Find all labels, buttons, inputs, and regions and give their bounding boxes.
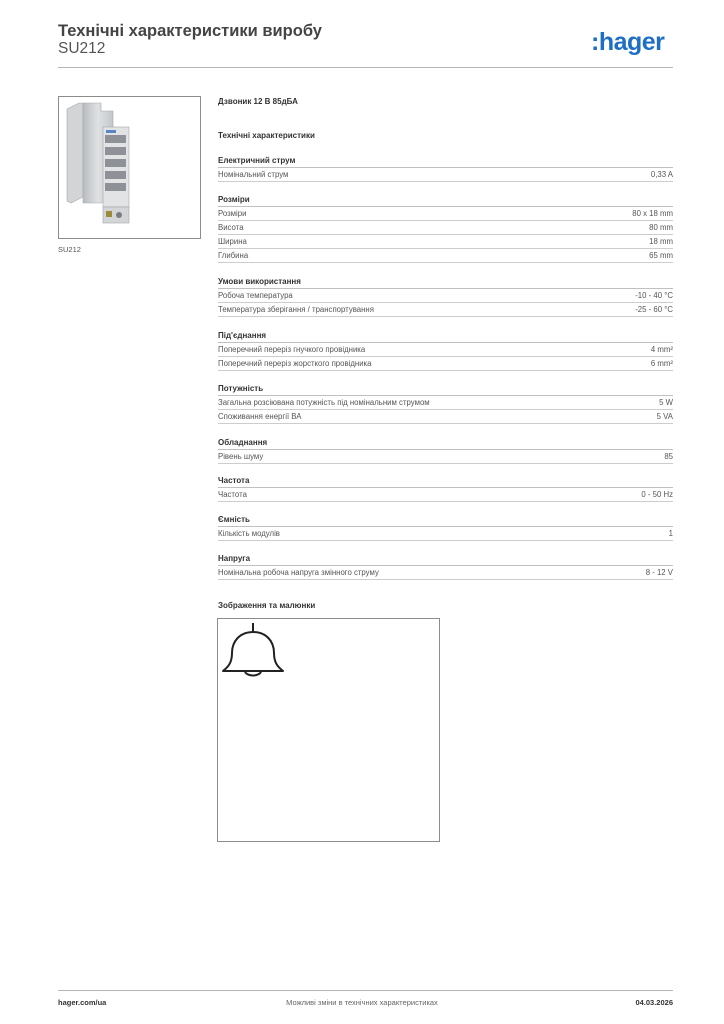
spec-row xyxy=(218,235,673,249)
spec-value: 4 mm² xyxy=(650,345,673,354)
spec-label: Висота xyxy=(218,223,244,232)
spec-row xyxy=(218,221,673,235)
spec-value: 85 xyxy=(664,452,673,461)
logo-text: :hager xyxy=(591,28,665,56)
spec-value: 6 mm² xyxy=(650,359,673,368)
section-title: Потужність xyxy=(218,383,673,396)
spec-label: Температура зберігання / транспортування xyxy=(218,305,374,314)
product-name: Дзвоник 12 В 85дБА xyxy=(218,97,298,106)
spec-value: 5 VA xyxy=(656,412,673,421)
spec-value: -10 - 40 °C xyxy=(635,291,673,300)
section-power xyxy=(218,383,673,424)
spec-label: Розміри xyxy=(218,209,247,218)
spec-label: Споживання енергії ВА xyxy=(218,412,302,421)
spec-label: Глибина xyxy=(218,251,249,260)
spec-value: 8 - 12 V xyxy=(645,568,673,577)
product-code: SU212 xyxy=(58,40,106,57)
spec-label: Частота xyxy=(218,490,247,499)
page-title: Технічні характеристики виробу xyxy=(58,22,322,40)
spec-value: 80 x 18 mm xyxy=(632,209,673,218)
section-title: Обладнання xyxy=(218,437,673,450)
hager-logo xyxy=(591,26,673,58)
spec-value: 18 mm xyxy=(649,237,673,246)
section-title: Під'єднання xyxy=(218,330,673,343)
section-title: Частота xyxy=(218,475,673,488)
spec-label: Рівень шуму xyxy=(218,452,264,461)
footer-notice: Можливі зміни в технічних характеристиках xyxy=(286,998,438,1007)
section-title: Розміри xyxy=(218,194,673,207)
spec-value: 80 mm xyxy=(649,223,673,232)
specs-heading: Технічні характеристики xyxy=(218,131,315,140)
photo-caption: SU212 xyxy=(58,245,81,254)
section-title: Умови використання xyxy=(218,276,673,289)
spec-row xyxy=(218,396,673,410)
spec-row xyxy=(218,207,673,221)
section-frequency xyxy=(218,475,673,502)
section-capacity xyxy=(218,514,673,541)
spec-row xyxy=(218,343,673,357)
footer-website[interactable]: hager.com/ua xyxy=(58,998,107,1007)
spec-value: 5 W xyxy=(659,398,673,407)
spec-row xyxy=(218,168,673,182)
section-electric-current xyxy=(218,155,673,182)
section-voltage xyxy=(218,553,673,580)
section-equipment xyxy=(218,437,673,464)
spec-label: Поперечний переріз гнучкого провідника xyxy=(218,345,366,354)
spec-row xyxy=(218,566,673,580)
spec-value: 0 - 50 Hz xyxy=(641,490,673,499)
spec-value: -25 - 60 °C xyxy=(635,305,673,314)
spec-value: 65 mm xyxy=(649,251,673,260)
section-operating-conditions xyxy=(218,276,673,317)
spec-row xyxy=(218,249,673,263)
spec-row xyxy=(218,289,673,303)
images-heading: Зображення та малюнки xyxy=(218,601,316,610)
spec-row xyxy=(218,488,673,502)
drawing-box xyxy=(217,618,440,842)
section-title: Електричний струм xyxy=(218,155,673,168)
section-title: Напруга xyxy=(218,553,673,566)
spec-label: Ширина xyxy=(218,237,247,246)
product-photo xyxy=(58,96,201,239)
spec-label: Робоча температура xyxy=(218,291,293,300)
footer-date: 04.03.2026 xyxy=(635,998,673,1007)
spec-row xyxy=(218,450,673,464)
spec-row xyxy=(218,527,673,541)
spec-label: Кількість модулів xyxy=(218,529,280,538)
spec-row xyxy=(218,303,673,317)
section-dimensions xyxy=(218,194,673,263)
spec-label: Поперечний переріз жорсткого провідника xyxy=(218,359,372,368)
spec-value: 1 xyxy=(668,529,673,538)
spec-value: 0,33 A xyxy=(650,170,673,179)
section-connection xyxy=(218,330,673,371)
bell-icon xyxy=(218,619,288,683)
spec-row xyxy=(218,357,673,371)
spec-row xyxy=(218,410,673,424)
spec-label: Номінальний струм xyxy=(218,170,289,179)
section-title: Ємність xyxy=(218,514,673,527)
footer-divider xyxy=(58,990,673,991)
header-divider xyxy=(58,67,673,68)
spec-label: Номінальна робоча напруга змінного струму xyxy=(218,568,379,577)
din-rail-device-image xyxy=(59,97,200,238)
spec-label: Загальна розсіювана потужність під номінальним струмом xyxy=(218,398,430,407)
